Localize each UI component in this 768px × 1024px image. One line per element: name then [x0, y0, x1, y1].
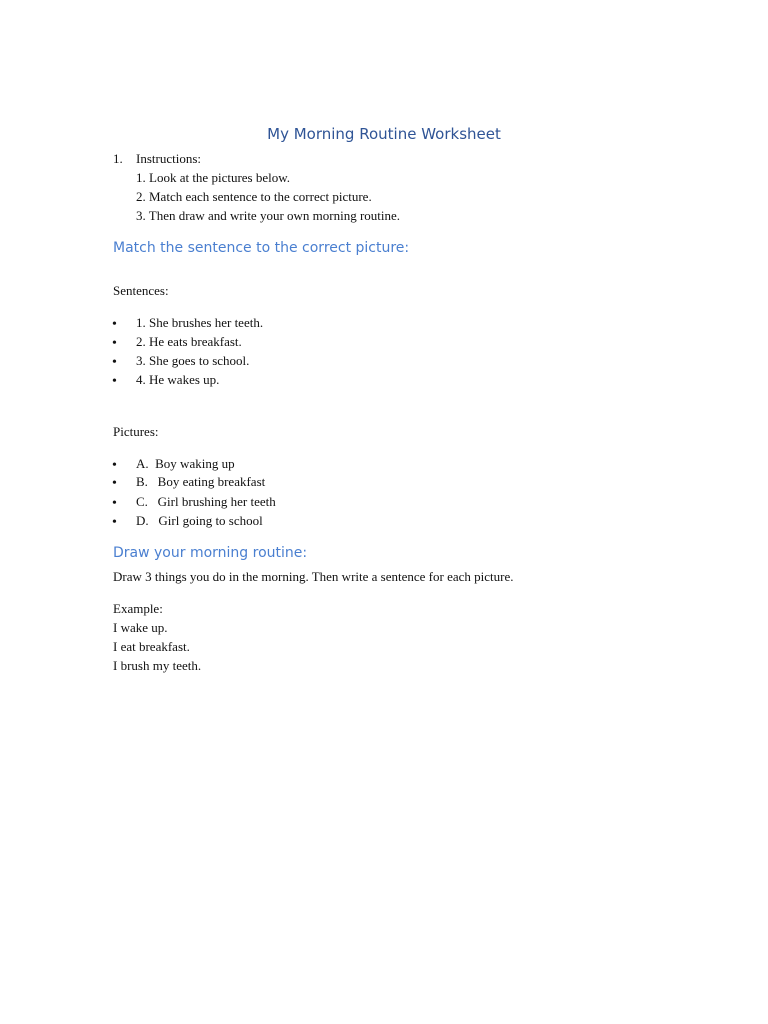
sentences-label: Sentences:	[113, 283, 169, 298]
pictures-label: Pictures:	[113, 424, 159, 439]
instruction-step: 2. Match each sentence to the correct picture.	[136, 189, 372, 204]
example-sentence: I eat breakfast.	[113, 639, 190, 654]
bullet-icon: •	[112, 496, 117, 511]
bullet-icon: •	[112, 458, 117, 473]
picture-item: D. Girl going to school	[136, 513, 263, 528]
bullet-icon: •	[112, 336, 117, 351]
example-sentence: I wake up.	[113, 620, 168, 635]
instruction-step: 1. Look at the pictures below.	[136, 170, 291, 185]
sentence-item: 3. She goes to school.	[136, 353, 250, 368]
bullet-icon: •	[112, 515, 117, 530]
bullet-icon: •	[112, 374, 117, 389]
bullet-icon: •	[112, 355, 117, 370]
instructions-number: 1.	[113, 151, 123, 166]
draw-section-heading: Draw your morning routine:	[113, 545, 308, 561]
sentence-item: 1. She brushes her teeth.	[136, 315, 264, 330]
instructions-label: Instructions:	[136, 151, 201, 166]
draw-instruction: Draw 3 things you do in the morning. Then write a sentence for each picture.	[113, 569, 514, 584]
bullet-icon: •	[112, 317, 117, 332]
example-sentence: I brush my teeth.	[113, 658, 202, 673]
example-label: Example:	[113, 601, 163, 616]
picture-item: B. Boy eating breakfast	[136, 474, 266, 489]
match-section-heading: Match the sentence to the correct picture:	[113, 240, 410, 256]
bullet-icon: •	[112, 476, 117, 491]
page-title: My Morning Routine Worksheet	[267, 125, 501, 143]
instruction-step: 3. Then draw and write your own morning routine.	[136, 208, 401, 223]
picture-item: A. Boy waking up	[136, 456, 235, 471]
sentence-item: 2. He eats breakfast.	[136, 334, 242, 349]
sentence-item: 4. He wakes up.	[136, 372, 220, 387]
picture-item: C. Girl brushing her teeth	[136, 494, 276, 509]
